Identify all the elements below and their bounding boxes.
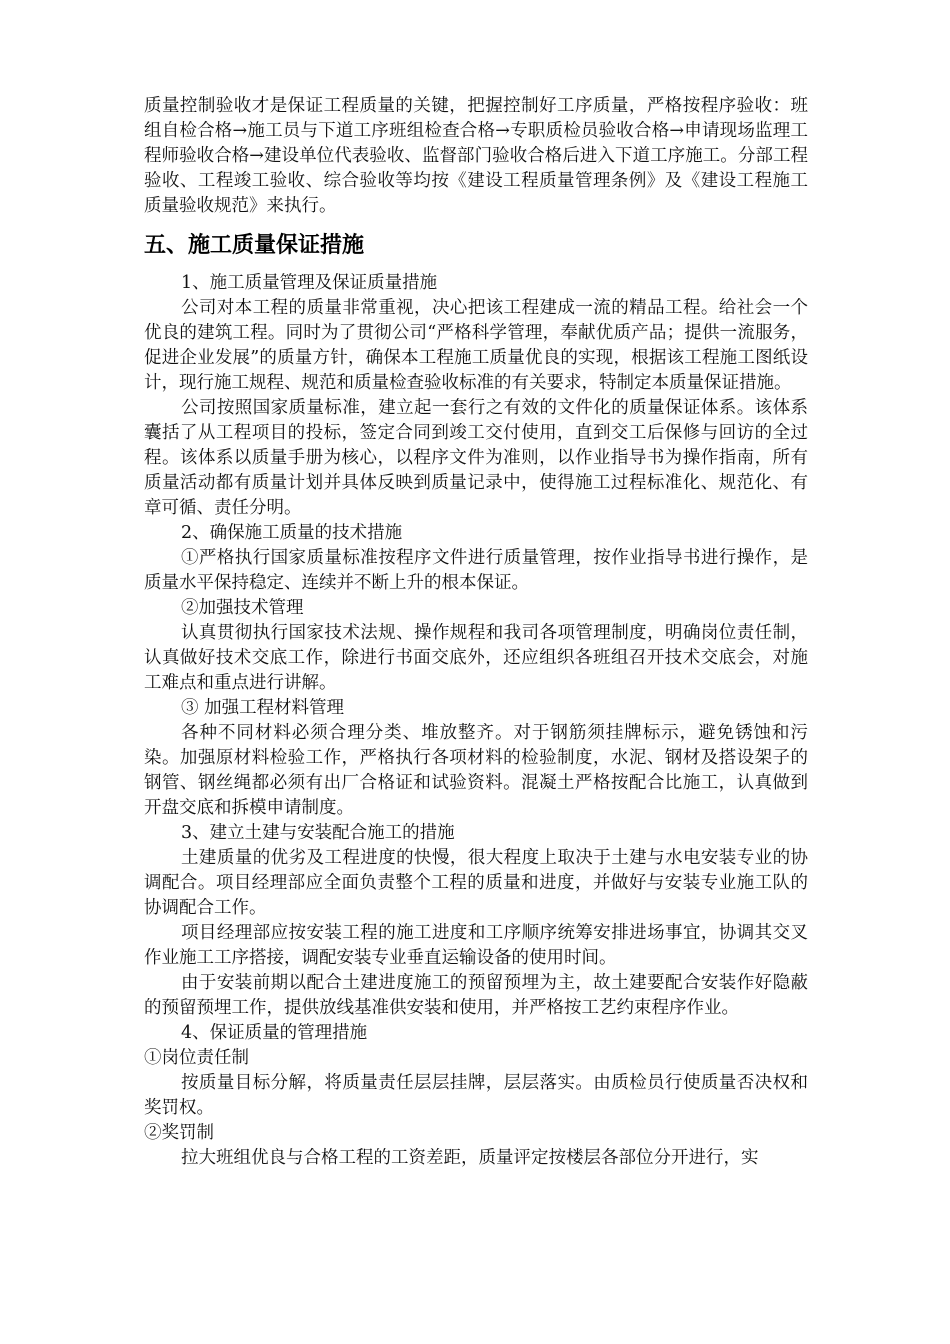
item-title-4-1: ①岗位责任制	[144, 1048, 249, 1068]
subsection-title-3: 3、建立土建与安装配合施工的措施	[181, 823, 455, 843]
intro-paragraph: 质量控制验收才是保证工程质量的关键，把握控制好工序质量，严格按程序验收：班组自检合格→施工员与下道工序班组检查合格→专职质检员验收合格→申请现场监理工程师验收合格→建设单位代表验收、监督部门验收合格后进入下道工序施工。分部工程验收、工程竣工验收、综合验收等均按《建设工程质量管理条例》及《建设工程施工质量验收规范》来执行。	[144, 96, 808, 216]
item-title-4-2: ②奖罚制	[144, 1123, 214, 1143]
paragraph-1-2: 公司按照国家质量标准，建立起一套行之有效的文件化的质量保证体系。该体系囊括了从工程项目的投标，签定合同到竣工交付使用，直到交工后保修与回访的全过程。该体系以质量手册为核心，以程序文件为准则，以作业指导书为操作指南，所有质量活动都有质量计划并具体反映到质量记录中，使得施工过程标准化、规范化、有章可循、责任分明。	[144, 398, 808, 518]
paragraph-4-1: 按质量目标分解，将质量责任层层挂牌，层层落实。由质检员行使质量否决权和奖罚权。	[144, 1073, 808, 1118]
item-title-2-3: ③ 加强工程材料管理	[181, 698, 345, 718]
subsection-title-1: 1、施工质量管理及保证质量措施	[181, 273, 438, 293]
paragraph-2-2: 认真贯彻执行国家技术法规、操作规程和我司各项管理制度，明确岗位责任制，认真做好技术交底工作，除进行书面交底外，还应组织各班组召开技术交底会，对施工难点和重点进行讲解。	[144, 623, 808, 693]
paragraph-3-3: 由于安装前期以配合土建进度施工的预留预埋为主，故土建要配合安装作好隐蔽的预留预埋工作，提供放线基准供安装和使用，并严格按工艺约束程序作业。	[144, 973, 808, 1018]
paragraph-3-1: 土建质量的优劣及工程进度的快慢，很大程度上取决于土建与水电安装专业的协调配合。项目经理部应全面负责整个工程的质量和进度，并做好与安装专业施工队的协调配合工作。	[144, 848, 808, 918]
paragraph-3-2: 项目经理部应按安装工程的施工进度和工序顺序统筹安排进场事宜，协调其交叉作业施工工序搭接，调配安装专业垂直运输设备的使用时间。	[144, 923, 808, 968]
item-title-2-2: ②加强技术管理	[181, 598, 304, 618]
paragraph-1-1: 公司对本工程的质量非常重视，决心把该工程建成一流的精品工程。给社会一个优良的建筑工程。同时为了贯彻公司“严格科学管理，奉献优质产品；提供一流服务，促进企业发展”的质量方针，确保本工程施工质量优良的实现，根据该工程施工图纸设计，现行施工规程、规范和质量检查验收标准的有关要求，特制定本质量保证措施。	[144, 298, 808, 393]
paragraph-2-1: ①严格执行国家质量标准按程序文件进行质量管理，按作业指导书进行操作，是质量水平保持稳定、连续并不断上升的根本保证。	[144, 548, 808, 593]
section-heading: 五、施工质量保证措施	[144, 233, 365, 258]
paragraph-2-3: 各种不同材料必须合理分类、堆放整齐。对于钢筋须挂牌标示，避免锈蚀和污染。加强原材料检验工作，严格执行各项材料的检验制度，水泥、钢材及搭设架子的钢管、钢丝绳都必须有出厂合格证和试验资料。混凝土严格按配合比施工，认真做到开盘交底和拆模申请制度。	[144, 723, 808, 818]
paragraph-4-2: 拉大班组优良与合格工程的工资差距，质量评定按楼层各部位分开进行，实	[181, 1148, 759, 1168]
document-page	[144, 94, 808, 1171]
subsection-title-2: 2、确保施工质量的技术措施	[181, 523, 403, 543]
subsection-title-4: 4、保证质量的管理措施	[181, 1023, 368, 1043]
